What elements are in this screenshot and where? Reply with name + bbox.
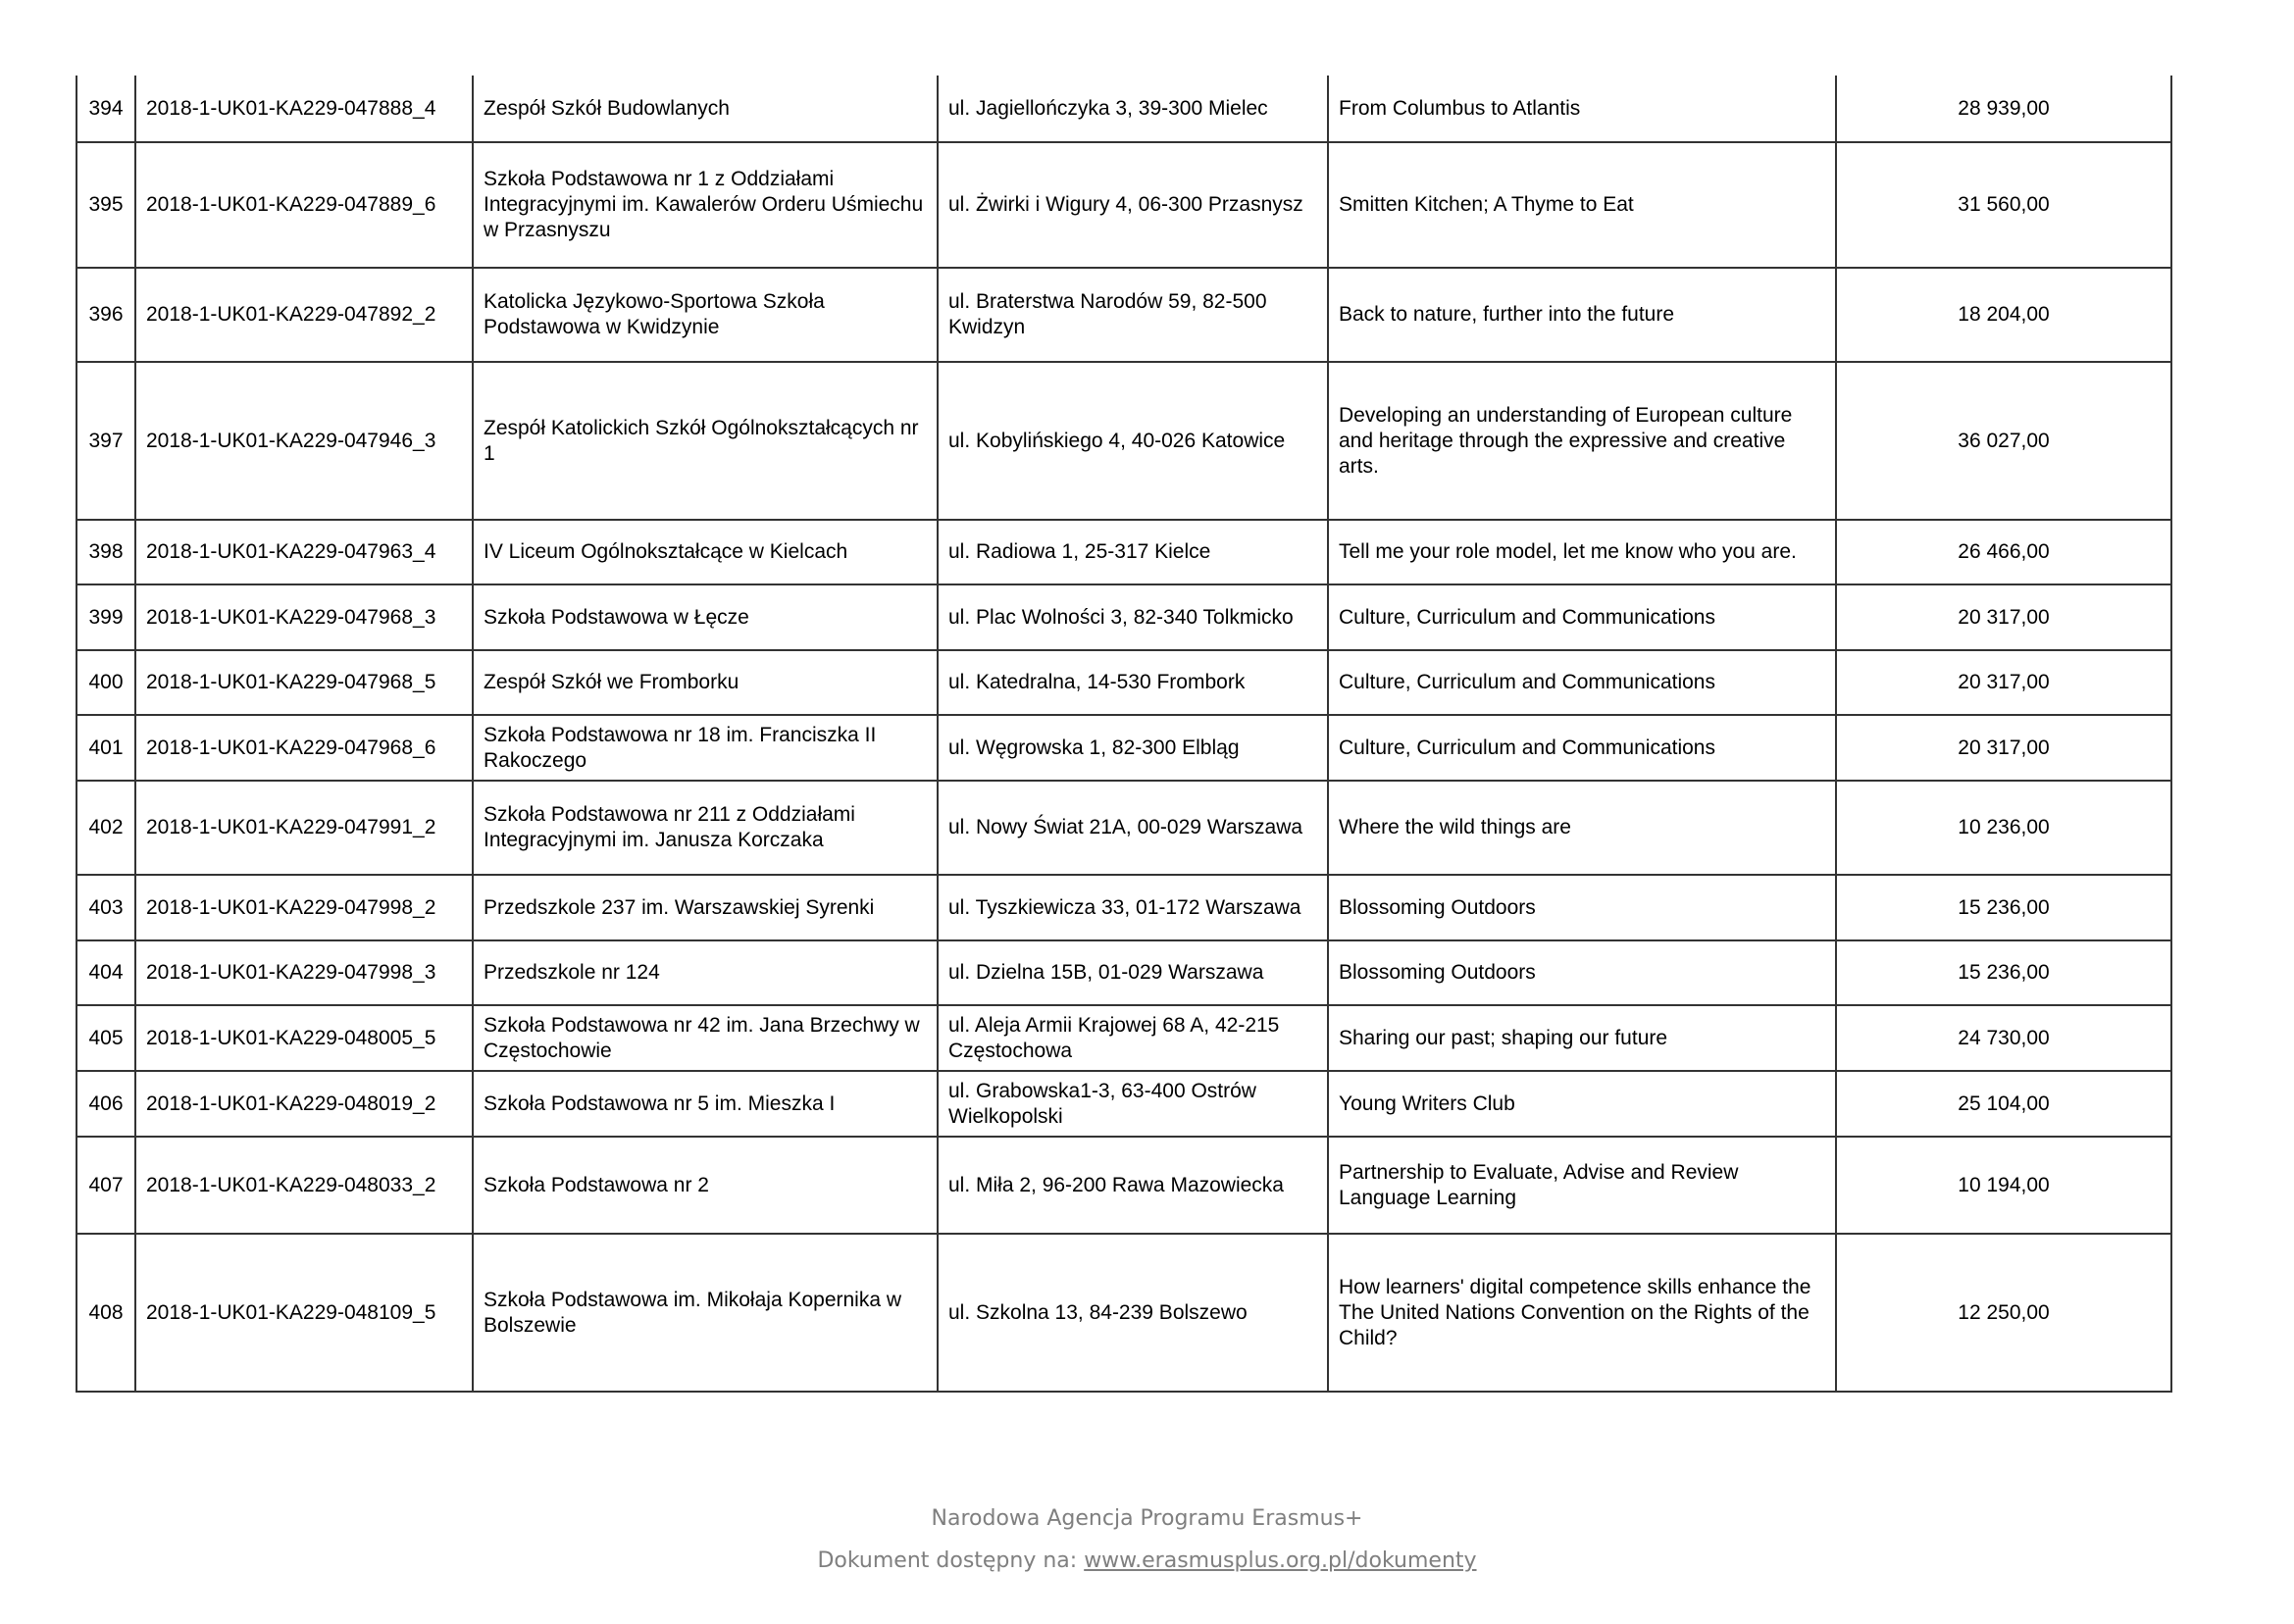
amount-cell: 36 027,00 xyxy=(1836,362,2171,520)
address-cell: ul. Szkolna 13, 84-239 Bolszewo xyxy=(938,1234,1328,1392)
institution-cell: Szkoła Podstawowa nr 2 xyxy=(473,1137,938,1234)
institution-cell: Zespół Szkół we Fromborku xyxy=(473,650,938,715)
table-row xyxy=(76,1234,2171,1392)
address-cell: ul. Aleja Armii Krajowej 68 A, 42-215 Częstochowa xyxy=(938,1005,1328,1071)
project-id-cell: 2018-1-UK01-KA229-048033_2 xyxy=(135,1137,473,1234)
grants-table xyxy=(76,76,2172,1393)
row-number: 396 xyxy=(76,268,135,362)
project-id-cell: 2018-1-UK01-KA229-047892_2 xyxy=(135,268,473,362)
amount-cell: 20 317,00 xyxy=(1836,650,2171,715)
project-id-cell: 2018-1-UK01-KA229-047963_4 xyxy=(135,520,473,584)
address-cell: ul. Jagiellończyka 3, 39-300 Mielec xyxy=(938,76,1328,142)
project-title-cell: Back to nature, further into the future xyxy=(1328,268,1836,362)
row-number: 406 xyxy=(76,1071,135,1137)
address-cell: ul. Miła 2, 96-200 Rawa Mazowiecka xyxy=(938,1137,1328,1234)
table-row xyxy=(76,1071,2171,1137)
institution-cell: Szkoła Podstawowa nr 18 im. Franciszka II Rakoczego xyxy=(473,715,938,781)
institution-cell: Szkoła Podstawowa nr 5 im. Mieszka I xyxy=(473,1071,938,1137)
project-title-cell: Smitten Kitchen; A Thyme to Eat xyxy=(1328,142,1836,268)
row-number: 407 xyxy=(76,1137,135,1234)
institution-cell: Szkoła Podstawowa nr 1 z Oddziałami Integracyjnymi im. Kawalerów Orderu Uśmiechu w Przasnyszu xyxy=(473,142,938,268)
address-cell: ul. Braterstwa Narodów 59, 82-500 Kwidzyn xyxy=(938,268,1328,362)
grants-table-body xyxy=(76,76,2171,1392)
row-number: 397 xyxy=(76,362,135,520)
table-row xyxy=(76,142,2171,268)
amount-cell: 20 317,00 xyxy=(1836,715,2171,781)
institution-cell: Szkoła Podstawowa nr 211 z Oddziałami Integracyjnymi im. Janusza Korczaka xyxy=(473,781,938,875)
project-id-cell: 2018-1-UK01-KA229-047968_6 xyxy=(135,715,473,781)
address-cell: ul. Żwirki i Wigury 4, 06-300 Przasnysz xyxy=(938,142,1328,268)
table-row xyxy=(76,715,2171,781)
row-number: 403 xyxy=(76,875,135,940)
table-row xyxy=(76,362,2171,520)
project-id-cell: 2018-1-UK01-KA229-047889_6 xyxy=(135,142,473,268)
row-number: 394 xyxy=(76,76,135,142)
table-row xyxy=(76,1137,2171,1234)
table-row xyxy=(76,584,2171,650)
amount-cell: 20 317,00 xyxy=(1836,584,2171,650)
amount-cell: 24 730,00 xyxy=(1836,1005,2171,1071)
documents-link[interactable]: www.erasmusplus.org.pl/dokumenty xyxy=(1084,1548,1477,1573)
table-row xyxy=(76,76,2171,142)
project-title-cell: Young Writers Club xyxy=(1328,1071,1836,1137)
address-cell: ul. Radiowa 1, 25-317 Kielce xyxy=(938,520,1328,584)
institution-cell: Zespół Szkół Budowlanych xyxy=(473,76,938,142)
institution-cell: Zespół Katolickich Szkół Ogólnokształcących nr 1 xyxy=(473,362,938,520)
institution-cell: Szkoła Podstawowa w Łęcze xyxy=(473,584,938,650)
row-number: 400 xyxy=(76,650,135,715)
row-number: 404 xyxy=(76,940,135,1005)
table-row xyxy=(76,650,2171,715)
project-id-cell: 2018-1-UK01-KA229-047968_3 xyxy=(135,584,473,650)
amount-cell: 15 236,00 xyxy=(1836,875,2171,940)
project-title-cell: Developing an understanding of European culture and heritage through the expressive and creative arts. xyxy=(1328,362,1836,520)
footer-agency: Narodowa Agencja Programu Erasmus+ xyxy=(931,1506,1363,1531)
institution-cell: Przedszkole 237 im. Warszawskiej Syrenki xyxy=(473,875,938,940)
project-id-cell: 2018-1-UK01-KA229-047888_4 xyxy=(135,76,473,142)
amount-cell: 18 204,00 xyxy=(1836,268,2171,362)
project-id-cell: 2018-1-UK01-KA229-048005_5 xyxy=(135,1005,473,1071)
project-title-cell: Where the wild things are xyxy=(1328,781,1836,875)
project-title-cell: Culture, Curriculum and Communications xyxy=(1328,584,1836,650)
row-number: 399 xyxy=(76,584,135,650)
project-id-cell: 2018-1-UK01-KA229-047946_3 xyxy=(135,362,473,520)
amount-cell: 25 104,00 xyxy=(1836,1071,2171,1137)
amount-cell: 31 560,00 xyxy=(1836,142,2171,268)
project-title-cell: Blossoming Outdoors xyxy=(1328,875,1836,940)
table-row xyxy=(76,940,2171,1005)
address-cell: ul. Węgrowska 1, 82-300 Elbląg xyxy=(938,715,1328,781)
table-row xyxy=(76,1005,2171,1071)
footer-available-prefix: Dokument dostępny na: xyxy=(817,1548,1085,1573)
institution-cell: Szkoła Podstawowa im. Mikołaja Kopernika w Bolszewie xyxy=(473,1234,938,1392)
table-row xyxy=(76,268,2171,362)
amount-cell: 10 236,00 xyxy=(1836,781,2171,875)
project-title-cell: Partnership to Evaluate, Advise and Review Language Learning xyxy=(1328,1137,1836,1234)
row-number: 405 xyxy=(76,1005,135,1071)
address-cell: ul. Plac Wolności 3, 82-340 Tolkmicko xyxy=(938,584,1328,650)
table-row xyxy=(76,875,2171,940)
project-id-cell: 2018-1-UK01-KA229-048019_2 xyxy=(135,1071,473,1137)
amount-cell: 26 466,00 xyxy=(1836,520,2171,584)
project-id-cell: 2018-1-UK01-KA229-047998_2 xyxy=(135,875,473,940)
amount-cell: 15 236,00 xyxy=(1836,940,2171,1005)
address-cell: ul. Dzielna 15B, 01-029 Warszawa xyxy=(938,940,1328,1005)
project-id-cell: 2018-1-UK01-KA229-048109_5 xyxy=(135,1234,473,1392)
row-number: 408 xyxy=(76,1234,135,1392)
project-title-cell: Sharing our past; shaping our future xyxy=(1328,1005,1836,1071)
project-id-cell: 2018-1-UK01-KA229-047991_2 xyxy=(135,781,473,875)
address-cell: ul. Grabowska1-3, 63-400 Ostrów Wielkopolski xyxy=(938,1071,1328,1137)
table-row xyxy=(76,520,2171,584)
institution-cell: Szkoła Podstawowa nr 42 im. Jana Brzechwy w Częstochowie xyxy=(473,1005,938,1071)
project-title-cell: Culture, Curriculum and Communications xyxy=(1328,650,1836,715)
project-title-cell: How learners' digital competence skills enhance the The United Nations Convention on the Rights of the Child? xyxy=(1328,1234,1836,1392)
project-title-cell: Blossoming Outdoors xyxy=(1328,940,1836,1005)
footer-availability xyxy=(0,1548,2294,1573)
row-number: 402 xyxy=(76,781,135,875)
table-row xyxy=(76,781,2171,875)
address-cell: ul. Katedralna, 14-530 Frombork xyxy=(938,650,1328,715)
project-title-cell: From Columbus to Atlantis xyxy=(1328,76,1836,142)
institution-cell: Przedszkole nr 124 xyxy=(473,940,938,1005)
institution-cell: Katolicka Językowo-Sportowa Szkoła Podstawowa w Kwidzynie xyxy=(473,268,938,362)
row-number: 395 xyxy=(76,142,135,268)
address-cell: ul. Nowy Świat 21A, 00-029 Warszawa xyxy=(938,781,1328,875)
address-cell: ul. Tyszkiewicza 33, 01-172 Warszawa xyxy=(938,875,1328,940)
amount-cell: 10 194,00 xyxy=(1836,1137,2171,1234)
row-number: 401 xyxy=(76,715,135,781)
project-id-cell: 2018-1-UK01-KA229-047968_5 xyxy=(135,650,473,715)
amount-cell: 28 939,00 xyxy=(1836,76,2171,142)
institution-cell: IV Liceum Ogólnokształcące w Kielcach xyxy=(473,520,938,584)
project-title-cell: Culture, Curriculum and Communications xyxy=(1328,715,1836,781)
row-number: 398 xyxy=(76,520,135,584)
address-cell: ul. Kobylińskiego 4, 40-026 Katowice xyxy=(938,362,1328,520)
amount-cell: 12 250,00 xyxy=(1836,1234,2171,1392)
project-id-cell: 2018-1-UK01-KA229-047998_3 xyxy=(135,940,473,1005)
project-title-cell: Tell me your role model, let me know who you are. xyxy=(1328,520,1836,584)
